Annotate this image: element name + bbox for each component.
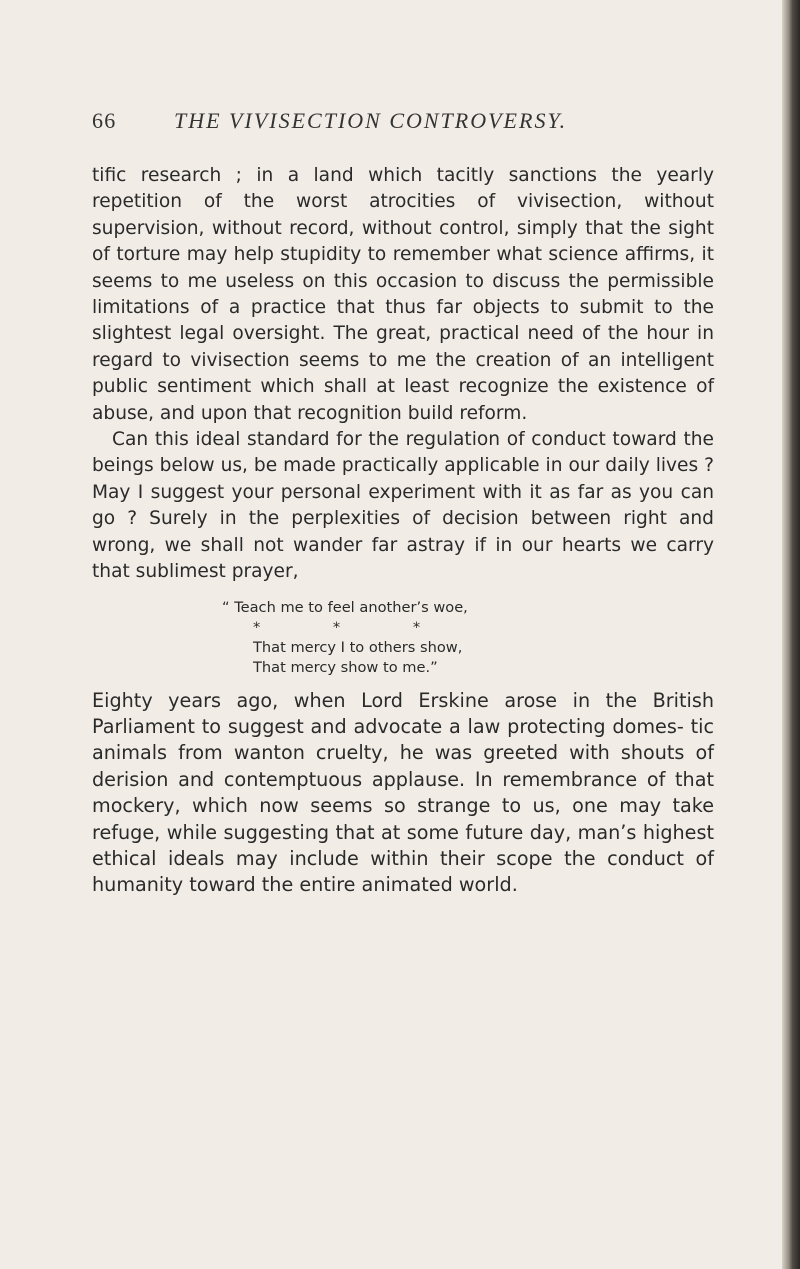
quoted-verse: [92, 598, 714, 678]
paragraph-continuation: tific research ; in a land which tacitly sanctions the yearly repetition of the worst atrocities of vivisection, without supervision, without record, without control, simply that the sight of torture may help stupidity to remember what science affirms, it seems to me useless on this occasion to discuss the permissible limitations of a practice that thus far objects to submit to the slightest legal oversight. The great, practical need of the hour in regard to vivisection seems to me the creation of an intelligent public sentiment which shall at least recognize the existence of abuse, and upon that recognition build reform.: [92, 165, 714, 424]
verse-line: That mercy show to me.”: [253, 658, 438, 676]
running-header: [92, 108, 732, 140]
paragraph-ideal-standard: Can this ideal standard for the regulation of conduct toward the beings below us, be made practically applicable in our daily lives ? May I suggest your personal experiment with it as far as you can go ? Surely in the perplexities of decision between right and wrong, we shall not wander far astray if in our hearts we carry that sublimest prayer,: [92, 429, 714, 583]
book-page-edge: [782, 0, 800, 1269]
verse-line: “ Teach me to feel another’s woe,: [222, 598, 468, 616]
page-number: 66: [92, 108, 117, 133]
body-text: [92, 163, 714, 899]
verse-line: That mercy I to others show,: [253, 638, 463, 656]
running-title: THE VIVISECTION CONTROVERSY.: [174, 108, 568, 133]
paragraph-lord-erskine: Eighty years ago, when Lord Erskine arose in the British Parliament to suggest and advocate a law protecting domes- tic animals from wanton cruelty, he was greeted with shouts of derision and contemptuous applause. In remembrance of that mockery, which now seems so strange to us, one may take refuge, while suggesting that at some future day, man’s highest ethical ideals may include within their scope the conduct of humanity toward the entire animated world.: [92, 688, 714, 897]
verse-ellipsis-stars: * * *: [253, 618, 455, 636]
